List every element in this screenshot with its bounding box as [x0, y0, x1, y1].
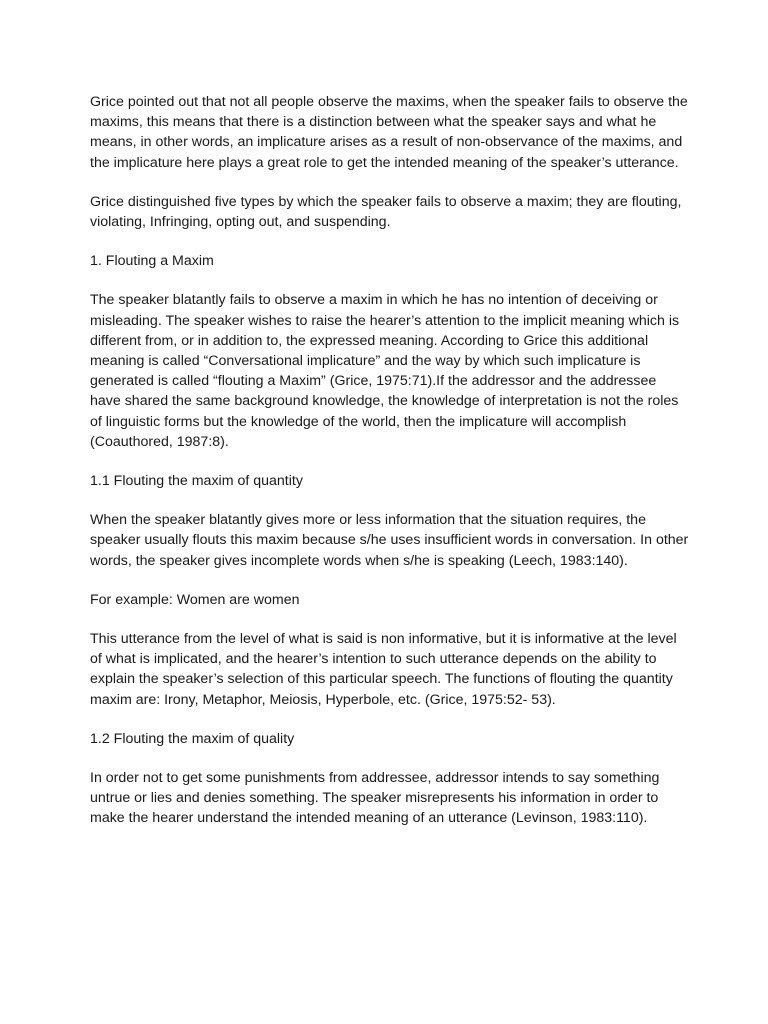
paragraph-intro: Grice pointed out that not all people observe the maxims, when the speaker fails to observe the maxims, this means that there is a distinction between what the speaker says and what he means, in other words, an implicature arises as a result of non-observance of the maxims, and the implicature here plays a great role to get the intended meaning of the speaker’s utterance. [90, 94, 688, 171]
heading-flouting-quality: 1.2 Flouting the maxim of quality [90, 730, 295, 747]
paragraph-quantity-description: When the speaker blatantly gives more or less information that the situation requires, the speaker usually flouts this maxim because s/he uses insufficient words in conversation. In other words, the speaker gives incomplete words when s/he is speaking (Leech, 1983:140). [90, 512, 689, 569]
heading-flouting-quantity: 1.1 Flouting the maxim of quantity [90, 473, 303, 490]
paragraph-flouting-definition: The speaker blatantly fails to observe a maxim in which he has no intention of deceiving or misleading. The speaker wishes to raise the hearer’s attention to the implicit meaning which is different from, or in addition to, the expressed meaning. According to Grice this additional meaning is called “Conversational implicature” and the way by which such implicature is generated is called “flouting a Maxim” (Grice, 1975:71).If the addressor and the addressee have shared the same background knowledge, the knowledge of interpretation is not the roles of linguistic forms but the knowledge of the world, then the implicature will accomplish (Coauthored, 1987:8). [90, 292, 680, 450]
heading-flouting-a-maxim: 1. Flouting a Maxim [90, 253, 214, 270]
paragraph-five-types: Grice distinguished five types by which the speaker fails to observe a maxim; they are flouting, violating, Infringing, opting out, and suspending. [90, 193, 682, 231]
paragraph-utterance-analysis: This utterance from the level of what is said is non informative, but it is informative at the level of what is implicated, and the hearer’s intention to such utterance depends on the ability to explain the speaker’s selection of this particular speech. The functions of flouting the quantity maxim are: Irony, Metaphor, Meiosis, Hyperbole, etc. (Grice, 1975:52- 53). [90, 631, 677, 708]
paragraph-example: For example: Women are women [90, 591, 300, 608]
document-page [90, 92, 690, 848]
paragraph-quality-description: In order not to get some punishments from addressee, addressor intends to say something untrue or lies and denies something. The speaker misrepresents his information in order to make the hearer understand the intended meaning of an utterance (Levinson, 1983:110). [90, 770, 660, 827]
